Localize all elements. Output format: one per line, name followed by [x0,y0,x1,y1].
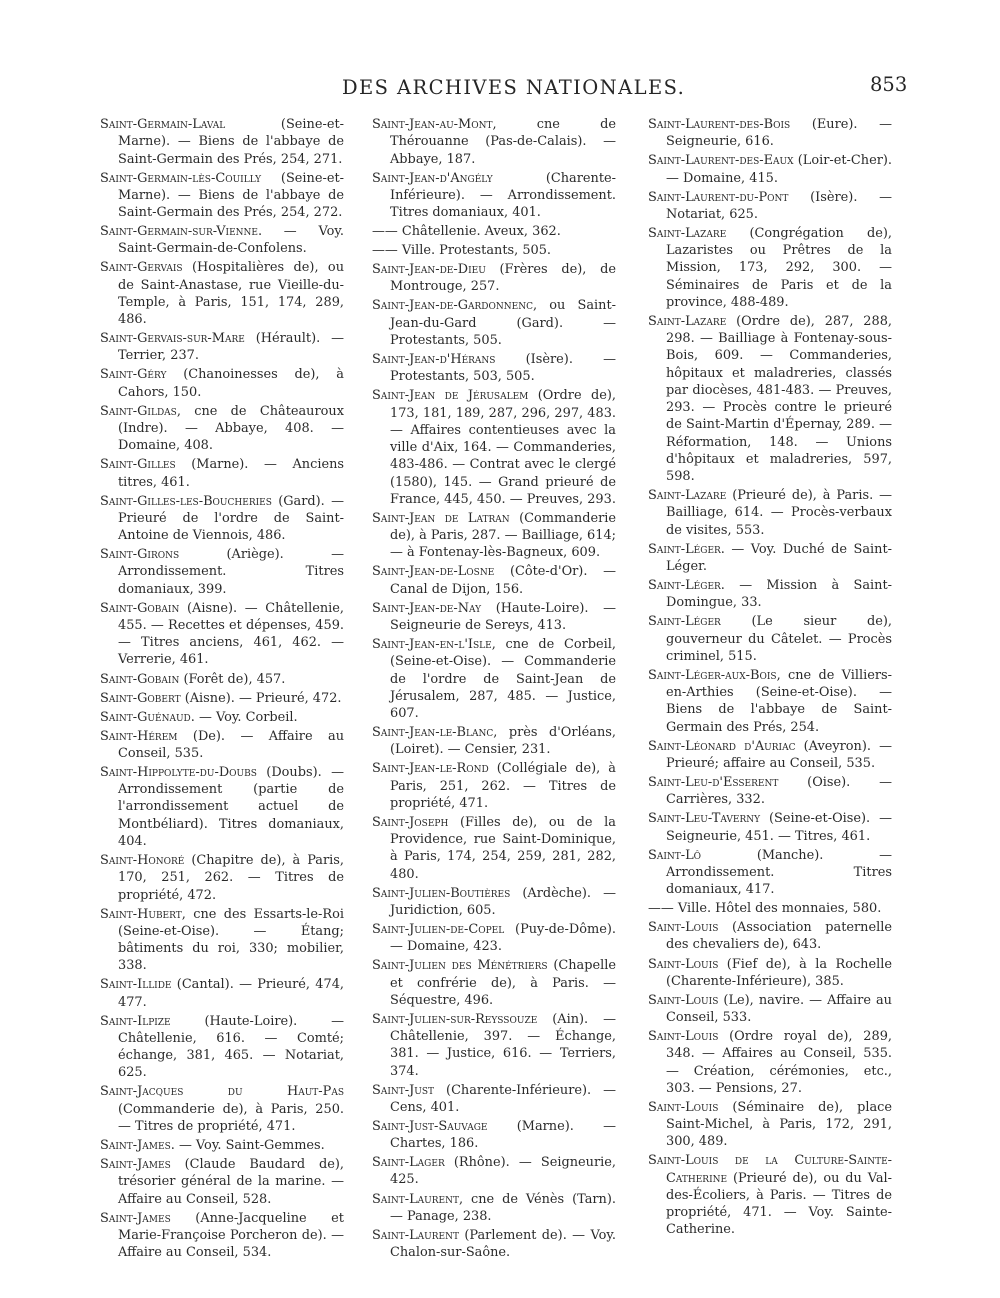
index-entry: Saint-Lô (Manche). — Arrondissement. Titres domaniaux, 417. [648,847,892,898]
index-entry: Saint-Louis (Séminaire de), place Saint-Michel, à Paris, 172, 291, 300, 489. [648,1099,892,1150]
index-entry: Saint-Gilles (Marne). — Anciens titres, 461. [100,457,344,490]
page-number: 853 [870,73,908,96]
index-entry: Saint-Hubert, cne des Essarts-le-Roi (Seine-et-Oise). — Étang; bâtiments du roi, 330; mobilier, 338. [100,906,344,974]
index-entry: Saint-Julien des Ménétriers (Chapelle et confrérie de), à Paris. — Séquestre, 496. [372,958,616,1008]
index-entry: Saint-Jean-le-Rond (Collégiale de), à Paris, 251, 262. — Titres de propriété, 471. [372,761,616,811]
index-entry: Saint-Louis (Association paternelle des chevaliers de), 643. [648,920,892,953]
index-entry: —— Ville. Hôtel des monnaies, 580. [648,901,882,917]
index-entry: Saint-Germain-sur-Vienne. — Voy. Saint-Germain-de-Confolens. [100,224,344,257]
index-entry: Saint-Hérem (De). — Affaire au Conseil, 535. [100,728,344,761]
index-entry: Saint-Guénaud. — Voy. Corbeil. [100,709,298,725]
index-entry: Saint-Jean-de-Losne (Côte-d'Or). — Canal de Dijon, 156. [372,564,616,597]
index-entry: Saint-Gervais (Hospitalières de), ou de Saint-Anastase, rue Vieille-du-Temple, à Paris, 151, 174, 289, 486. [100,260,344,328]
index-entry: Saint-Germain-Laval (Seine-et-Marne). — Biens de l'abbaye de Saint-Germain des Prés, 254, 271. [100,117,344,167]
index-entry: Saint-Léger-aux-Bois, cne de Villiers-en-Arthies (Seine-et-Oise). — Biens de l'abbaye de Saint-Germain des Prés, 254. [648,667,892,735]
index-entry: Saint-Lazare (Ordre de), 287, 288, 298. — Bailliage à Fontenay-sous-Bois, 609. — Commanderies, hôpitaux et maladreries, classés par diocèses, 481-483. — Preuves, 293. — Procès contre le prieuré de Saint-Martin d'Épernay, 289. — Réformation, 148. — Unions d'hôpitaux et maladreries, 597, 598. [648,313,892,485]
index-entry: Saint-Julien-Boutières (Ardèche). — Juridiction, 605. [372,885,616,918]
index-entry: Saint-Just-Sauvage (Marne). — Chartes, 186. [372,1118,616,1152]
index-entry: Saint-Jean-d'Angély (Charente-Inférieure). — Arrondissement. Titres domaniaux, 401. [372,170,616,221]
running-title: DES ARCHIVES NATIONALES. [342,76,686,99]
index-entry: —— Châtellenie. Aveux, 362. [372,224,561,240]
index-entry: —— Ville. Protestants, 505. [372,243,552,259]
index-entry: Saint-James (Anne-Jacqueline et Marie-Françoise Porcheron de). — Affaire au Conseil, 534. [100,1210,344,1261]
index-entry: Saint-Laurent, cne de Vénès (Tarn). — Panage, 238. [372,1191,616,1224]
index-entry: Saint-Gobain (Forêt de), 457. [100,671,286,687]
index-entry: Saint-Julien-de-Copel (Puy-de-Dôme). — Domaine, 423. [372,922,616,955]
index-entry: Saint-Leu-Taverny (Seine-et-Oise). — Seigneurie, 451. — Titres, 461. [648,811,892,844]
index-entry: Saint-Gobert (Aisne). — Prieuré, 472. [100,690,342,706]
index-entry: Saint-Just (Charente-Inférieure). — Cens, 401. [372,1082,616,1115]
index-entry: Saint-Gildas, cne de Châteauroux (Indre). — Abbaye, 408. — Domaine, 408. [100,403,344,454]
index-entry: Saint-Girons (Ariège). — Arrondissement. Titres domaniaux, 399. [100,547,344,597]
index-entry: Saint-Illide (Cantal). — Prieuré, 474, 477. [100,977,344,1010]
index-entry: Saint-Leu-d'Esserent (Oise). — Carrières, 332. [648,775,892,808]
index-column-2 [372,116,616,1263]
index-entry: Saint-Louis (Le), navire. — Affaire au Conseil, 533. [648,992,892,1026]
index-entry: Saint-Joseph (Filles de), ou de la Providence, rue Saint-Dominique, à Paris, 174, 254, 259, 281, 282, 480. [372,814,616,882]
index-entry: Saint-Lager (Rhône). — Seigneurie, 425. [372,1155,616,1188]
index-entry: Saint-Géry (Chanoinesses de), à Cahors, 150. [100,367,344,400]
index-entry: Saint-Julien-sur-Reyssouze (Ain). — Châtellenie, 397. — Échange, 381. — Justice, 616. — Terriers, 374. [372,1011,616,1079]
index-entry: Saint-Jean-au-Mont, cne de Thérouanne (Pas-de-Calais). — Abbaye, 187. [372,117,616,167]
index-entry: Saint-Laurent-des-Eaux (Loir-et-Cher). — Domaine, 415. [648,153,892,186]
index-entry: Saint-Jean-de-Nay (Haute-Loire). — Seigneurie de Sereys, 413. [372,600,616,633]
index-entry: Saint-Léonard d'Auriac (Aveyron). — Prieuré; affaire au Conseil, 535. [648,738,892,771]
index-entry: Saint-Lazare (Prieuré de), à Paris. — Bailliage, 614. — Procès-verbaux de visites, 553. [648,488,892,538]
index-entry: Saint-Louis (Ordre royal de), 289, 348. — Affaires au Conseil, 535. — Création, cérémonies, etc., 303. — Pensions, 27. [648,1029,892,1096]
index-entry: Saint-Jean-de-Gardonnenc, ou Saint-Jean-du-Gard (Gard). — Protestants, 505. [372,298,616,348]
index-entry: Saint-Ilpize (Haute-Loire). — Châtellenie, 616. — Comté; échange, 381, 465. — Notariat, 625. [100,1013,344,1081]
index-entry: Saint-Laurent-du-Pont (Isère). — Notariat, 625. [648,189,892,222]
index-entry: Saint-Gobain (Aisne). — Châtellenie, 455. — Recettes et dépenses, 459. — Titres anciens, 461, 462. — Verrerie, 461. [100,600,344,668]
index-entry: Saint-Léger. — Voy. Duché de Saint-Léger. [648,541,892,575]
index-entry: Saint-Jacques du Haut-Pas (Commanderie de), à Paris, 250. — Titres de propriété, 471. [100,1084,344,1134]
index-entry: Saint-Jean-de-Dieu (Frères de), de Montrouge, 257. [372,262,616,295]
index-entry: Saint-Honoré (Chapitre de), à Paris, 170, 251, 262. — Titres de propriété, 472. [100,853,344,903]
index-entry: Saint-Jean-en-l'Isle, cne de Corbeil, (Seine-et-Oise). — Commanderie de l'ordre de Saint-Jean de Jérusalem, 287, 485. — Justice, 607. [372,637,616,722]
index-entry: Saint-Laurent-des-Bois (Eure). — Seigneurie, 616. [648,117,892,150]
index-entry: Saint-Jean de Latran (Commanderie de), à Paris, 287. — Bailliage, 614; — à Fontenay-lès-Bagneux, 609. [372,510,616,561]
index-entry: Saint-Jean-d'Hérans (Isère). — Protestants, 503, 505. [372,352,616,385]
index-entry: Saint-Laurent (Parlement de). — Voy. Chalon-sur-Saône. [372,1227,616,1261]
index-column-3 [648,116,892,1240]
index-entry: Saint-Jean de Jérusalem (Ordre de), 173, 181, 189, 287, 296, 297, 483. — Affaires contentieuses avec la ville d'Aix, 164. — Commanderies, 483-486. — Contrat avec le clergé (1580), 145. — Grand prieuré de France, 445, 450. — Preuves, 293. [372,388,616,507]
index-entry: Saint-Louis de la Culture-Sainte-Catherine (Prieuré de), ou du Val-des-Écoliers, à Paris. — Titres de propriété, 471. — Voy. Sainte-Catherine. [648,1153,892,1238]
index-entry: Saint-Jean-le-Blanc, près d'Orléans, (Loiret). — Censier, 231. [372,725,616,758]
index-entry: Saint-Lazare (Congrégation de), Lazaristes ou Prêtres de la Mission, 173, 292, 300. — Séminaires de Paris et de la province, 488-489. [648,225,892,310]
index-entry: Saint-Germain-lès-Couilly (Seine-et-Marne). — Biens de l'abbaye de Saint-Germain des Prés, 254, 272. [100,170,344,221]
index-entry: Saint-Léger. — Mission à Saint-Domingue, 33. [648,578,892,611]
index-column-1 [100,116,344,1263]
index-entry: Saint-Gilles-les-Boucheries (Gard). — Prieuré de l'ordre de Saint-Antoine de Viennois, 486. [100,493,344,544]
index-entry: Saint-Gervais-sur-Mare (Hérault). — Terrier, 237. [100,331,344,364]
index-entry: Saint-Hippolyte-du-Doubs (Doubs). — Arrondissement (partie de l'arrondissement actuel de Montbéliard). Titres domaniaux, 404. [100,764,344,849]
index-entry: Saint-Louis (Fief de), à la Rochelle (Charente-Inférieure), 385. [648,956,892,989]
index-entry: Saint-Léger (Le sieur de), gouverneur du Câtelet. — Procès criminel, 515. [648,614,892,664]
index-entry: Saint-James (Claude Baudard de), trésorier général de la marine. — Affaire au Conseil, 528. [100,1157,344,1207]
index-entry: Saint-James. — Voy. Saint-Gemmes. [100,1137,325,1153]
